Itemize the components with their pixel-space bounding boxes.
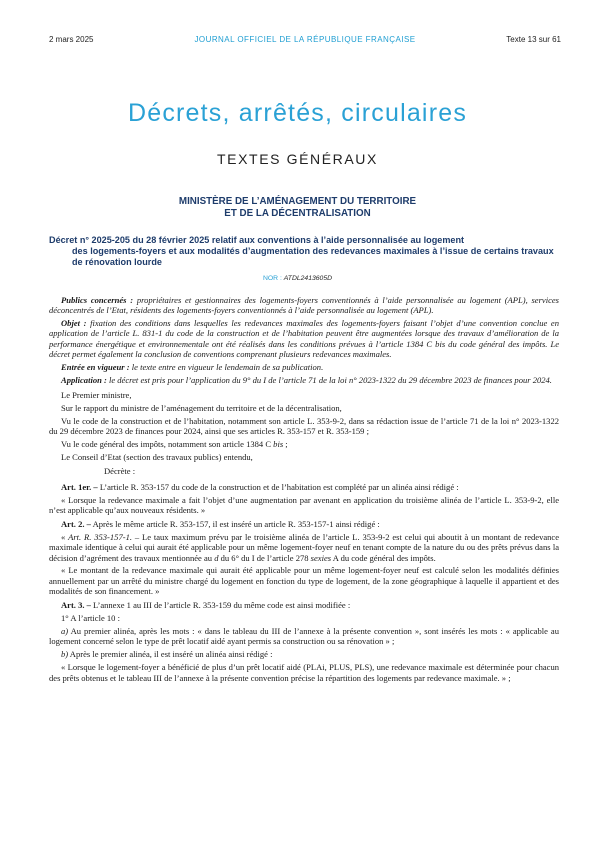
preamble-vu-cgi-bis: bis xyxy=(273,439,284,450)
ministry-line-1: MINISTÈRE DE L’AMÉNAGEMENT DU TERRITOIRE xyxy=(178,196,417,207)
article-3-text: L’annexe 1 au III de l’article R. 353-159 du même code est ainsi modifiée : xyxy=(90,600,351,611)
nor-reference xyxy=(0,275,595,282)
preamble-report: Sur le rapport du ministre de l’aménagement du territoire et de la décentralisation, xyxy=(61,403,342,414)
article-r-353-157-1-ref: Art. R. 353-157-1. xyxy=(68,531,132,542)
article-3-label: Art. 3. – xyxy=(61,600,91,611)
item-b-label: b) xyxy=(61,649,69,660)
notice-application-text: le décret est pris pour l’application du 9° du I de l’article 71 de la loi n° 2023-1322 du 29 décembre 2023 de finances pour 2024. xyxy=(106,374,552,385)
article-2-quote-2: « Le montant de la redevance maximale qui aurait été applicable pour un même logement-foyer neuf est calculé selon les modalités définies annuellement par un arrêté du ministre chargé du logement en fonction du type de logement, de la zone géographique à laquelle il appartient et des modalités de son financement. » xyxy=(49,565,559,597)
journal-name: JOURNAL OFFICIEL DE LA RÉPUBLIQUE FRANÇAISE xyxy=(194,35,416,44)
section-subtitle: TEXTES GÉNÉRAUX xyxy=(217,151,378,167)
publication-date: 2 mars 2025 xyxy=(49,35,94,44)
notice-publics-text: propriétaires et gestionnaires des logements-foyers conventionnés à l’aide personnalisée au logement (APL), services déconcentrés de l’Etat, résidents des logements-foyers conventionnés à l’aide personnalisée au logement (APL). xyxy=(49,295,559,316)
article-2-label: Art. 2. – xyxy=(61,519,91,530)
notice-objet-text: fixation des conditions dans lesquelles les redevances maximales des logements-foyers faisant l’objet d’une convention conclue en application de l’article L. 831-1 du code de la construction et de l’habitation peuvent être augmentées lorsque des travaux d’amélioration de la performance énergétique et environnementale ont été réalisés dans les conditions prévues à l’article 1384 C bis du code général des impôts. Le décret permet également la conclusion de conventions comprenant plusieurs redevances maximales. xyxy=(49,318,559,360)
section-title: Décrets, arrêtés, circulaires xyxy=(127,99,468,127)
notice-application xyxy=(49,375,559,385)
notice-objet xyxy=(49,318,559,359)
notice-publics xyxy=(49,295,559,316)
notice-entree-text: le texte entre en vigueur le lendemain de sa publication. xyxy=(129,361,324,372)
decree-body xyxy=(49,295,559,685)
article-1-label: Art. 1er. – xyxy=(61,481,98,492)
article-2-text: Après le même article R. 353-157, il est inséré un article R. 353-157-1 ainsi rédigé : xyxy=(90,519,380,530)
decrete-label: Décrète : xyxy=(104,466,136,477)
quote-open: « xyxy=(61,531,69,542)
decree-title-line-1: Décret n° 2025-205 du 28 février 2025 relatif aux conventions à l’aide personnalisée au logement xyxy=(49,235,465,245)
preamble-vu-cgi-end: ; xyxy=(283,439,288,450)
preamble-vu-cgi-text: Vu le code général des impôts, notamment son article 1384 C xyxy=(61,439,274,450)
page-header xyxy=(49,35,561,47)
preamble-prime-minister: Le Premier ministre, xyxy=(61,390,132,401)
article-1-quote: « Lorsque la redevance maximale a fait l’objet d’une augmentation par avenant en application du troisième alinéa de l’article L. 353-9-2, elle n’est applicable qu’aux nouveaux résidents. » xyxy=(49,494,559,515)
decree-title xyxy=(49,235,555,268)
page-counter: Texte 13 sur 61 xyxy=(506,35,561,44)
article-3-item-1: 1° A l’article 10 : xyxy=(61,613,120,624)
notice-publics-label: Publics concernés : xyxy=(61,295,134,305)
article-3-quote: « Lorsque le logement-foyer a bénéficié de plus d’un prêt locatif aidé (PLAi, PLUS, PLS), une redevance maximale est déterminée pour chacun des prêts obtenus et le tableau III de l’annexe à la présente convention précise la répartition des logements par redevance maximale. » ; xyxy=(49,662,559,683)
notice-application-label: Application : xyxy=(61,374,107,385)
article-1-text: L’article R. 353-157 du code de la construction et de l’habitation est complété par un alinéa ainsi rédigé : xyxy=(97,481,459,492)
article-2-quote-1-end: A du code général des impôts. xyxy=(331,552,436,563)
article-3 xyxy=(49,600,559,610)
item-b-text: Après le premier alinéa, il est inséré un alinéa ainsi rédigé : xyxy=(68,649,273,660)
notice-objet-label: Objet : xyxy=(61,318,87,329)
article-3-item-b xyxy=(49,649,559,659)
sexies-word: sexies xyxy=(310,552,332,563)
decree-title-rest: des logements-foyers et aux modalités d’augmentation des redevances maximales à l’issue de certains travaux de rénovation lourde xyxy=(72,246,554,267)
preamble-vu-cgi xyxy=(49,439,559,449)
item-a-label: a) xyxy=(61,626,69,637)
article-2 xyxy=(49,519,559,529)
nor-value: ATDL2413605D xyxy=(283,275,333,282)
article-2-quote-1 xyxy=(49,532,559,563)
item-a-text: Au premier alinéa, après les mots : « dans le tableau du III de l’annexe à la présente convention », sont insérés les mots : « applicable au logement concerné selon le type de prêt locatif aidé ayant permis sa construction ou sa rénovation » ; xyxy=(49,626,559,647)
article-3-item-a xyxy=(49,626,559,647)
preamble-conseil-etat: Le Conseil d’Etat (section des travaux publics) entendu, xyxy=(61,452,253,463)
article-2-quote-1-mid: du 6° du I de l’article 278 xyxy=(218,552,311,563)
ministry-line-2: ET DE LA DÉCENTRALISATION xyxy=(224,208,371,219)
notice-entree-label: Entrée en vigueur : xyxy=(61,361,130,372)
nor-label: NOR : xyxy=(262,275,282,282)
letter-d: d xyxy=(214,552,219,563)
preamble-vu-cch: Vu le code de la construction et de l’habitation, notamment son article L. 353-9-2, dans sa rédaction issue de l’article 71 de la loi n° 2023-1322 du 29 décembre 2023 de finances pour 2024, ainsi que ses articles R. 353-157 et R. 353-159 ; xyxy=(49,415,559,437)
article-2-quote-1-text: – Le taux maximum prévu par le troisième alinéa de l’article L. 353-9-2 est celui qui aboutit à un montant de redevance maximale identique à celui qui aurait été applicable pour un même logement-foyer neuf en tenant compte de la nature du ou des prêts prévus dans la décision d’agrément des travaux mentionnée au xyxy=(49,531,559,563)
notice-entree xyxy=(49,362,559,372)
ministry-name xyxy=(0,196,595,220)
article-1 xyxy=(49,482,559,492)
